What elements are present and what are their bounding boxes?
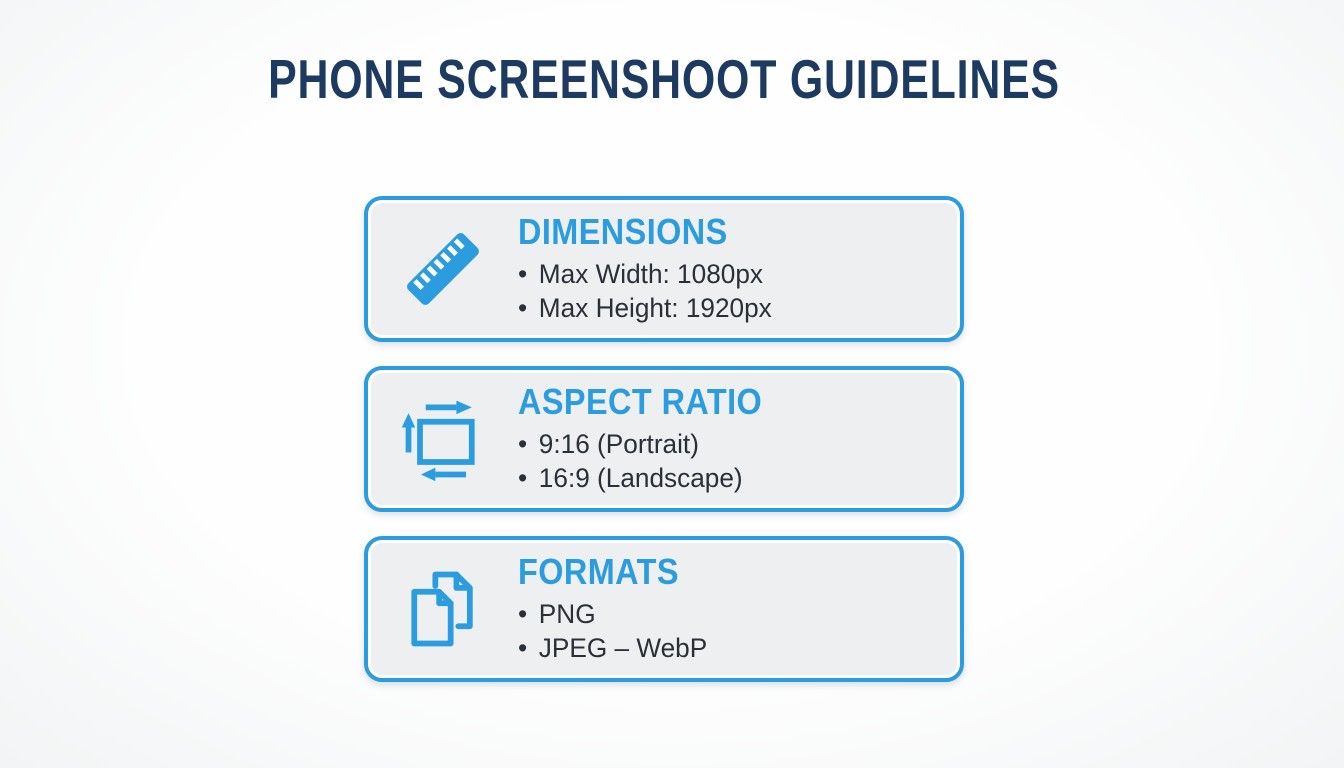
card-heading: DIMENSIONS xyxy=(518,210,728,252)
bullet-text: Max Width: 1080px xyxy=(538,259,763,290)
bullet-marker: • xyxy=(518,463,528,494)
bullet-item xyxy=(518,427,935,461)
card-heading: ASPECT RATIO xyxy=(518,380,763,422)
bullet-item xyxy=(518,631,935,665)
card-aspect-ratio xyxy=(364,366,964,512)
bullet-text: JPEG – WebP xyxy=(538,633,708,664)
ruler-icon xyxy=(397,223,489,315)
card-icon-area xyxy=(368,393,518,485)
bullet-item xyxy=(518,461,935,495)
card-icon-area xyxy=(368,223,518,315)
guidelines-list xyxy=(364,196,964,682)
bullet-text: Max Height: 1920px xyxy=(538,293,772,324)
bullet-item xyxy=(518,597,935,631)
bullet-marker: • xyxy=(518,293,528,324)
bullet-text: 16:9 (Landscape) xyxy=(538,463,743,494)
bullet-list xyxy=(518,257,948,325)
card-icon-area xyxy=(368,563,518,655)
bullet-list xyxy=(518,427,948,495)
page-title: PHONE SCREENSHOOT GUIDELINES xyxy=(268,48,1060,110)
bullet-item xyxy=(518,257,935,291)
documents-icon xyxy=(397,563,489,655)
bullet-marker: • xyxy=(518,429,528,460)
bullet-list xyxy=(518,597,948,665)
bullet-marker: • xyxy=(518,633,528,664)
bullet-text: 9:16 (Portrait) xyxy=(538,429,699,460)
card-dimensions xyxy=(364,196,964,342)
bullet-item xyxy=(518,291,935,325)
bullet-marker: • xyxy=(518,599,528,630)
card-formats xyxy=(364,536,964,682)
rotate-rectangle-icon xyxy=(397,393,489,485)
card-text-area xyxy=(518,210,960,326)
card-text-area xyxy=(518,550,960,666)
bullet-text: PNG xyxy=(538,599,596,630)
bullet-marker: • xyxy=(518,259,528,290)
card-text-area xyxy=(518,380,960,496)
card-heading: FORMATS xyxy=(518,550,679,592)
